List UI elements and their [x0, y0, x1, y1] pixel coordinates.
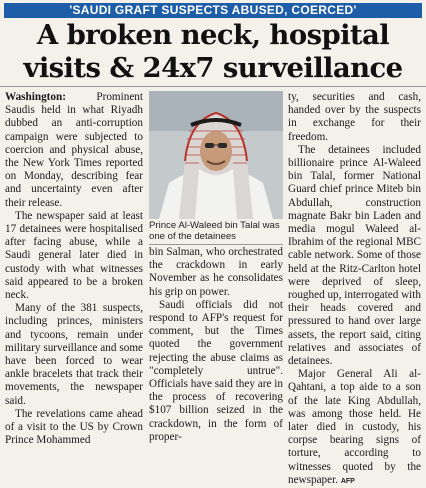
article-paragraph: The revelations came ahead of a visit to the US by Crown Prince Mohammed	[5, 407, 143, 447]
article-column-2	[149, 246, 283, 443]
article-column-3	[288, 91, 421, 486]
article-paragraph: The newspaper said at least 17 detainees were hospitalised after facing abuse, while a Saudi general later died in custody with what witnesses said appeared to be a broken neck.	[5, 209, 143, 302]
article-paragraph	[5, 91, 143, 210]
headline-line-1: A broken neck, hospital	[36, 19, 390, 51]
paragraph-text: Major General Ali al-Qahtani, a top aide to a son of the late King Abdullah, was among those held. He later died in custody, his corpse bearing signs of torture, according to witnesses quoted by the newspaper.	[288, 368, 421, 486]
news-photo	[149, 91, 283, 219]
article-paragraph	[288, 368, 421, 488]
headline-line-2: visits & 24x7 surveillance	[23, 52, 403, 84]
article-column-1	[5, 91, 143, 447]
article-paragraph: bin Salman, who orchestrated the crackdown in early November as he consolidates his grip on power.	[149, 246, 283, 298]
headline	[0, 19, 426, 85]
article-paragraph: Many of the 381 suspects, including princes, ministers and tycoons, remain under military surveillance and some have been forced to wear ankle bracelets that track their movements, the newspaper said.	[5, 302, 143, 407]
dateline: Washington:	[5, 91, 66, 103]
article-paragraph: ty, securities and cash, handed over by the suspects in exchange for their freedom.	[288, 91, 421, 143]
article-paragraph: Saudi officials did not respond to AFP's request for comment, but the Times quoted the government rejecting the abuse claims as "completely untrue". Officials have said they are in the process of recovering $107 billion seized in the crackdown, in the form of proper-	[149, 298, 283, 443]
kicker-banner: 'SAUDI GRAFT SUSPECTS ABUSED, COERCED'	[4, 3, 422, 18]
agency-credit: AFP	[340, 477, 355, 485]
divider	[0, 86, 426, 87]
portrait-illustration	[149, 91, 283, 219]
article-paragraph: The detainees included billionaire prince Al-Waleed bin Talal, former National Guard chief prince Miteb bin Abdullah, construction magnate Bakr bin Laden and media mogul Waleed al-Ibrahim of the regional MBC cable network. Some of those held at the Ritz-Carlton hotel were deprived of sleep, roughed up, interrogated with their heads covered and pressured to hand over large assets, the report said, citing relatives and associates of detainees.	[288, 143, 421, 368]
paragraph-text: Prominent Saudis held in what Riyadh dubbed an anti-corruption campaign were subjected to coercion and physical abuse, the New York Times reported on Monday, describing fear and uncertainty even after their release.	[5, 91, 143, 209]
photo-caption: Prince Al-Waleed bin Talal was one of the detainees	[149, 220, 283, 245]
